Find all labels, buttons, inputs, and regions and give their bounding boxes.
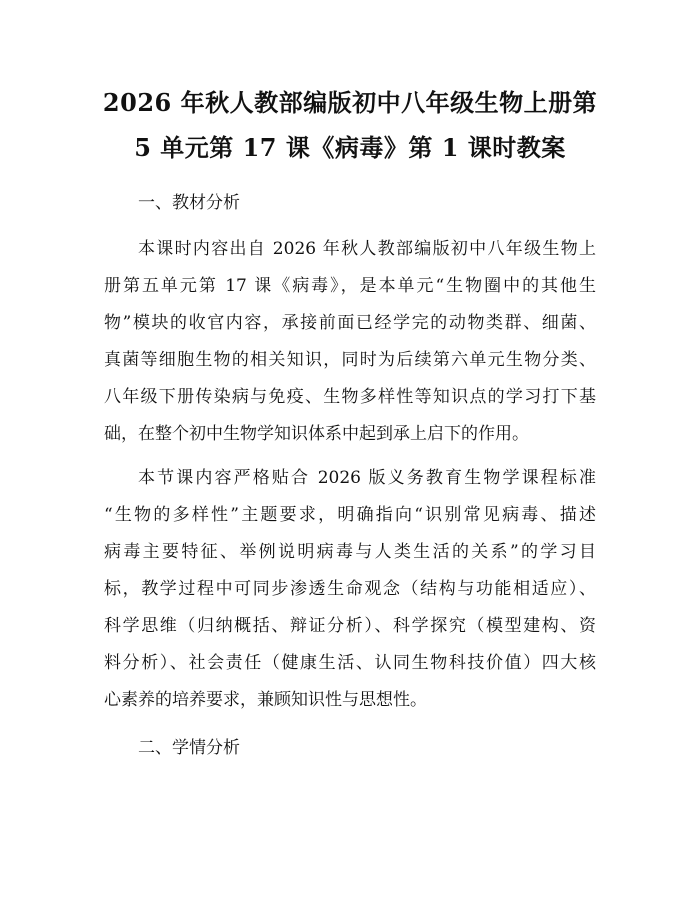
paragraph-line: 本课时内容出自 2026 年秋人教部编版初中八年级生物上 <box>138 239 596 259</box>
section-heading-learner-analysis: 二、学情分析 <box>138 738 240 758</box>
paragraph-line: 料分析）、社会责任（健康生活、认同生物科技价值）四大核 <box>104 653 596 673</box>
paragraph-line: 物”模块的收官内容，承接前面已经学完的动物类群、细菌、 <box>104 313 596 333</box>
paragraph-line: 科学思维（归纳概括、辩证分析）、科学探究（模型建构、资 <box>104 616 596 636</box>
section-heading-textbook-analysis: 一、教材分析 <box>138 193 240 213</box>
paragraph-line: 册第五单元第 17 课《病毒》，是本单元“生物圈中的其他生 <box>104 276 596 296</box>
document-title-line-2: 5 单元第 17 课《病毒》第 1 课时教案 <box>134 133 566 162</box>
paragraph-line: 八年级下册传染病与免疫、生物多样性等知识点的学习打下基 <box>104 387 596 407</box>
paragraph-line: 病毒主要特征、举例说明病毒与人类生活的关系”的学习目 <box>104 542 596 562</box>
paragraph-line: “生物的多样性”主题要求，明确指向“识别常见病毒、描述 <box>104 505 596 525</box>
paragraph-line: 真菌等细胞生物的相关知识，同时为后续第六单元生物分类、 <box>104 350 596 370</box>
document-title-line-1: 2026 年秋人教部编版初中八年级生物上册第 <box>102 88 598 117</box>
paragraph-line: 本节课内容严格贴合 2026 版义务教育生物学课程标准 <box>138 468 596 488</box>
paragraph-line: 心素养的培养要求，兼顾知识性与思想性。 <box>104 690 427 710</box>
paragraph-line: 础，在整个初中生物学知识体系中起到承上启下的作用。 <box>104 424 529 444</box>
paragraph-line: 标，教学过程中可同步渗透生命观念（结构与功能相适应）、 <box>104 579 596 599</box>
